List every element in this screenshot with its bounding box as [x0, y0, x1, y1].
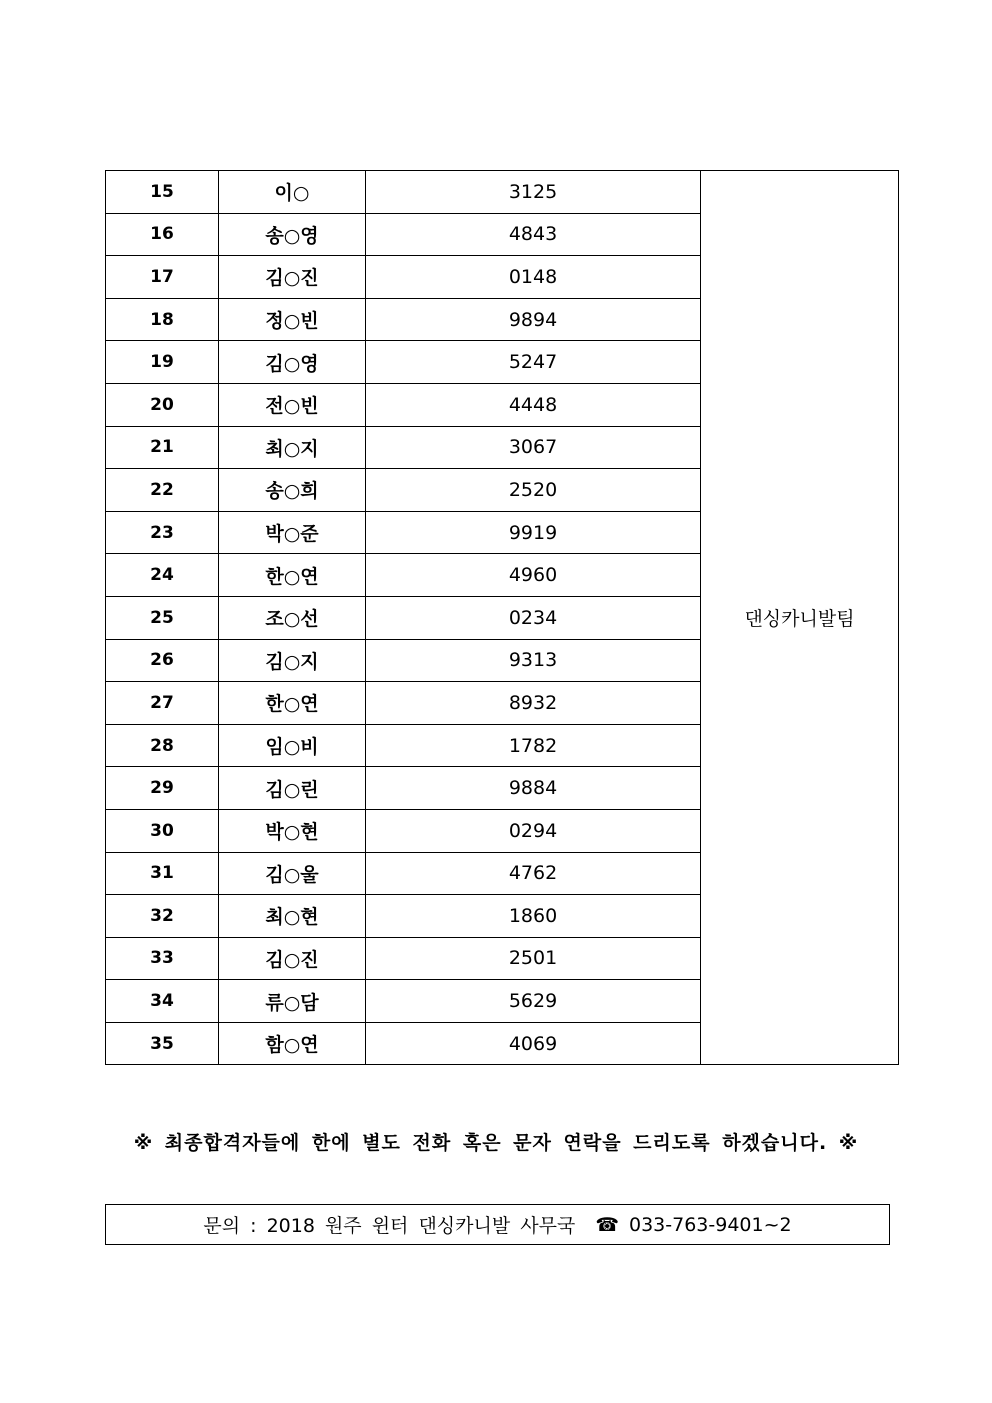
- row-code: 0234: [366, 596, 701, 639]
- row-name: 김○울: [219, 852, 366, 895]
- row-name: 김○지: [219, 639, 366, 682]
- row-number: 17: [106, 256, 219, 299]
- row-name: 박○준: [219, 511, 366, 554]
- row-code: 4448: [366, 383, 701, 426]
- row-name: 최○현: [219, 895, 366, 938]
- row-code: 5247: [366, 341, 701, 384]
- row-number: 27: [106, 682, 219, 725]
- row-name: 김○진: [219, 256, 366, 299]
- row-code: 4762: [366, 852, 701, 895]
- notice-text: ※ 최종합격자들에 한에 별도 전화 혹은 문자 연락을 드리도록 하겠습니다. ※: [133, 1132, 859, 1154]
- row-code: 2501: [366, 937, 701, 980]
- team-cell: 댄싱카니발팀: [701, 171, 899, 1065]
- row-number: 30: [106, 809, 219, 852]
- row-number: 29: [106, 767, 219, 810]
- results-table: [105, 170, 899, 1065]
- contact-phone: 033-763-9401~2: [629, 1213, 792, 1236]
- row-name: 최○지: [219, 426, 366, 469]
- row-name: 류○담: [219, 980, 366, 1023]
- row-number: 25: [106, 596, 219, 639]
- row-name: 정○빈: [219, 298, 366, 341]
- row-number: 24: [106, 554, 219, 597]
- row-number: 32: [106, 895, 219, 938]
- row-number: 18: [106, 298, 219, 341]
- row-code: 0294: [366, 809, 701, 852]
- row-number: 20: [106, 383, 219, 426]
- row-number: 15: [106, 171, 219, 214]
- row-name: 김○진: [219, 937, 366, 980]
- row-code: 4960: [366, 554, 701, 597]
- row-name: 조○선: [219, 596, 366, 639]
- row-number: 35: [106, 1022, 219, 1065]
- row-name: 김○린: [219, 767, 366, 810]
- row-code: 5629: [366, 980, 701, 1023]
- row-code: 2520: [366, 469, 701, 512]
- row-number: 23: [106, 511, 219, 554]
- row-name: 전○빈: [219, 383, 366, 426]
- row-number: 16: [106, 213, 219, 256]
- results-table-body: [106, 171, 899, 1065]
- row-code: 9919: [366, 511, 701, 554]
- row-code: 4069: [366, 1022, 701, 1065]
- row-name: 한○연: [219, 682, 366, 725]
- row-number: 21: [106, 426, 219, 469]
- row-code: 3067: [366, 426, 701, 469]
- row-code: 3125: [366, 171, 701, 214]
- row-name: 송○영: [219, 213, 366, 256]
- row-name: 이○: [219, 171, 366, 214]
- row-name: 송○희: [219, 469, 366, 512]
- table-row: [106, 171, 899, 214]
- row-number: 28: [106, 724, 219, 767]
- row-name: 박○현: [219, 809, 366, 852]
- row-name: 임○비: [219, 724, 366, 767]
- row-name: 한○연: [219, 554, 366, 597]
- row-code: 1860: [366, 895, 701, 938]
- row-code: 8932: [366, 682, 701, 725]
- row-name: 김○영: [219, 341, 366, 384]
- row-name: 함○연: [219, 1022, 366, 1065]
- row-code: 4843: [366, 213, 701, 256]
- row-number: 34: [106, 980, 219, 1023]
- row-number: 19: [106, 341, 219, 384]
- row-code: 0148: [366, 256, 701, 299]
- row-code: 9894: [366, 298, 701, 341]
- telephone-icon: ☎: [595, 1213, 619, 1236]
- row-code: 9313: [366, 639, 701, 682]
- row-code: 9884: [366, 767, 701, 810]
- row-number: 33: [106, 937, 219, 980]
- row-code: 1782: [366, 724, 701, 767]
- contact-box: [105, 1204, 890, 1245]
- row-number: 31: [106, 852, 219, 895]
- row-number: 22: [106, 469, 219, 512]
- contact-text: 문의 : 2018 원주 윈터 댄싱카니발 사무국: [203, 1215, 576, 1237]
- row-number: 26: [106, 639, 219, 682]
